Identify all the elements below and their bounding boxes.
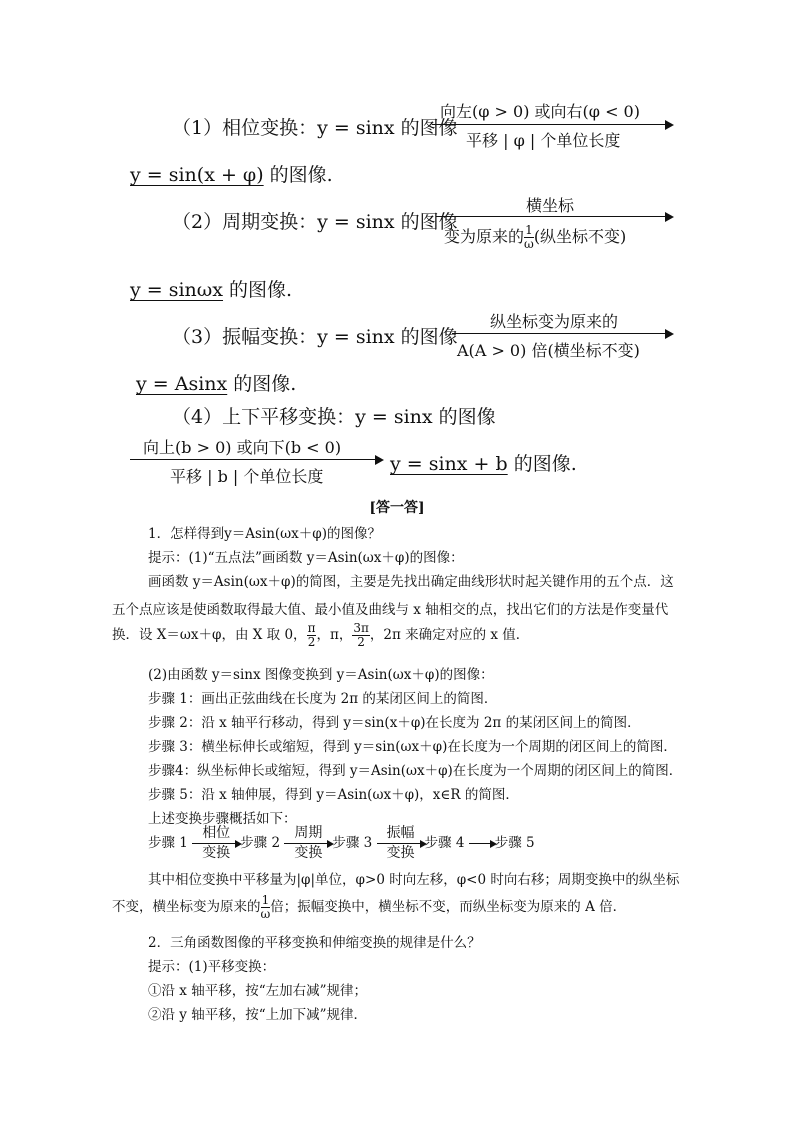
summary-intro: 上述变换步骤概括如下：: [148, 811, 297, 827]
vertical-arrow: [130, 459, 382, 460]
flow-step-3: 步骤 3: [332, 835, 373, 851]
flow-arrow-final-bar: [469, 843, 495, 844]
flow-arrow-period-top: 周期: [294, 825, 323, 841]
phase-lead: y = sinx 的图像: [317, 117, 458, 139]
vertical-line: [172, 402, 496, 429]
phase-arrow-top: 向左(φ > 0) 或向右(φ < 0): [440, 102, 640, 121]
q1-p2-intro: (2)由函数 y＝sinx 图像变换到 y＝Asin(ωx＋φ)的图像：: [148, 667, 494, 683]
period-tail: 的图像.: [223, 279, 293, 301]
flow-step-2: 步骤 2: [240, 835, 281, 851]
period-frac-den: ω: [524, 237, 534, 251]
frac-b-den: 2: [357, 635, 365, 649]
vertical-arrow-top: 向上(b > 0) 或向下(b < 0): [143, 438, 342, 457]
vertical-result-line: [390, 449, 577, 476]
phase-tail: 的图像.: [263, 164, 333, 186]
amplitude-lead: y = sinx 的图像: [317, 326, 458, 348]
note-fraction: [261, 894, 271, 921]
q1-question: 1．怎样得到y＝Asin(ωx＋φ)的图像？: [148, 526, 382, 542]
q1-p1-line2: 五个点应该是使函数取得最大值、最小值及曲线与 x 轴相交的点，找出它们的方法是作变量代: [112, 602, 669, 618]
note-frac-num: 1: [261, 893, 270, 907]
period-arrow-bottom-post: (纵坐标不变): [533, 227, 627, 246]
note-line1: 其中相位变换中平移量为|φ|单位，φ>0 时向左移，φ<0 时向右移；周期变换中的纵坐标: [148, 872, 680, 888]
amplitude-result-line: [136, 369, 296, 396]
amplitude-arrow-bottom: A(A > 0) 倍(横坐标不变): [457, 341, 640, 360]
phase-arrow-bottom: 平移 | φ | 个单位长度: [466, 131, 621, 150]
flow-arrow-final: [469, 825, 495, 862]
flow-arrow-phase: [192, 825, 240, 862]
flow-arrow-phase-top: 相位: [202, 825, 231, 841]
amplitude-line: [172, 322, 458, 349]
period-result-line: [130, 275, 292, 302]
q1-p1-line3-post: ，2π 来确定对应的 x 值．: [369, 627, 530, 643]
q2-rule-2: ②沿 y 轴平移，按“上加下减”规律．: [148, 1007, 368, 1023]
q2-hint: 提示：(1)平移变换：: [148, 959, 276, 975]
period-line: [172, 207, 458, 234]
q2-rule-1: ①沿 x 轴平移，按“左加右减”规律；: [148, 983, 367, 999]
flow-step-5: 步骤 5: [494, 835, 535, 851]
period-arrow-bottom-pre: 变为原来的: [444, 227, 525, 246]
step-4: 步骤4：纵坐标伸长或缩短，得到 y＝Asin(ωx＋φ)在长度为一个周期的闭区间上的简图．: [148, 763, 683, 779]
phase-line: [172, 113, 458, 140]
frac-a-den: 2: [307, 635, 316, 649]
frac-b-num: 3π: [353, 621, 369, 635]
note-line2: [112, 894, 626, 921]
amplitude-arrow: [452, 333, 672, 334]
phase-label: （1）相位变换：: [172, 117, 318, 139]
period-label: （2）周期变换：: [172, 211, 318, 233]
vertical-tail: 的图像.: [507, 453, 577, 475]
q1-p1-line3-mid: ，π，: [316, 627, 353, 643]
q1-p1-line1: 画函数 y＝Asin(ωx＋φ)的简图，主要是先找出确定曲线形状时起关键作用的五个点．这: [148, 574, 674, 590]
phase-result-line: [130, 160, 333, 187]
flow-arrow-amplitude-bar: [377, 843, 425, 844]
amplitude-arrow-top: 纵坐标变为原来的: [490, 312, 619, 331]
step-3: 步骤 3：横坐标伸长或缩短，得到 y＝sin(ωx＋φ)在长度为一个周期的闭区间上的简图．: [148, 739, 677, 755]
frac-a-num: π: [307, 621, 316, 635]
q2-question: 2．三角函数图像的平移变换和伸缩变换的规律是什么？: [148, 935, 481, 951]
vertical-label: （4）上下平移变换：: [172, 406, 356, 428]
period-arrow: [436, 216, 672, 217]
flow-diagram: [148, 823, 535, 863]
flow-arrow-amplitude-top: 振幅: [386, 825, 415, 841]
flow-step-1: 步骤 1: [148, 835, 188, 851]
period-frac-num: 1: [525, 223, 533, 237]
period-arrow-top: 横坐标: [526, 196, 575, 215]
period-result: y = sinωx: [130, 279, 224, 301]
q1-p1-line3: [112, 622, 529, 649]
period-fraction: [524, 224, 534, 251]
flow-arrow-phase-bottom: 变换: [202, 845, 231, 861]
amplitude-tail: 的图像.: [227, 373, 297, 395]
amplitude-label: （3）振幅变换：: [172, 326, 318, 348]
flow-arrow-phase-bar: [192, 843, 240, 844]
frac-pi-over-2: [307, 622, 317, 649]
flow-arrow-amplitude: [377, 825, 425, 862]
amplitude-result: y = Asinx: [136, 373, 228, 395]
note-frac-den: ω: [260, 907, 271, 921]
q1-p1-line3-pre: 换．设 X＝ωx＋φ，由 X 取 0，: [112, 627, 307, 643]
flow-arrow-amplitude-bottom: 变换: [386, 845, 415, 861]
step-5: 步骤 5：沿 x 轴伸展，得到 y＝Asin(ωx＋φ)，x∈R 的简图．: [148, 787, 519, 803]
note-line2-pre: 不变，横坐标变为原来的: [112, 899, 261, 915]
step-1: 步骤 1：画出正弦曲线在长度为 2π 的某闭区间上的简图．: [148, 691, 498, 707]
flow-arrow-period-bottom: 变换: [294, 845, 323, 861]
frac-3pi-over-2: [352, 622, 370, 649]
vertical-arrow-bottom: 平移 | b | 个单位长度: [170, 467, 324, 486]
period-arrow-bottom: [444, 224, 626, 251]
q1-hint-intro: 提示：(1)“五点法”画函数 y＝Asin(ωx＋φ)的图像：: [148, 550, 464, 566]
flow-step-4: 步骤 4: [424, 835, 465, 851]
phase-result: y = sin(x + φ): [130, 164, 264, 186]
vertical-result: y = sinx + b: [390, 453, 508, 475]
vertical-lead: y = sinx 的图像: [355, 406, 496, 428]
step-2: 步骤 2：沿 x 轴平行移动，得到 y＝sin(x＋φ)在长度为 2π 的某闭区间上的简图．: [148, 715, 641, 731]
period-lead: y = sinx 的图像: [317, 211, 458, 233]
section-title: [答一答]: [369, 500, 425, 516]
flow-arrow-period: [284, 825, 332, 862]
note-line2-post: 倍；振幅变换中，横坐标不变，而纵坐标变为原来的 A 倍．: [270, 899, 627, 915]
phase-arrow: [432, 124, 672, 125]
flow-arrow-period-bar: [284, 843, 332, 844]
